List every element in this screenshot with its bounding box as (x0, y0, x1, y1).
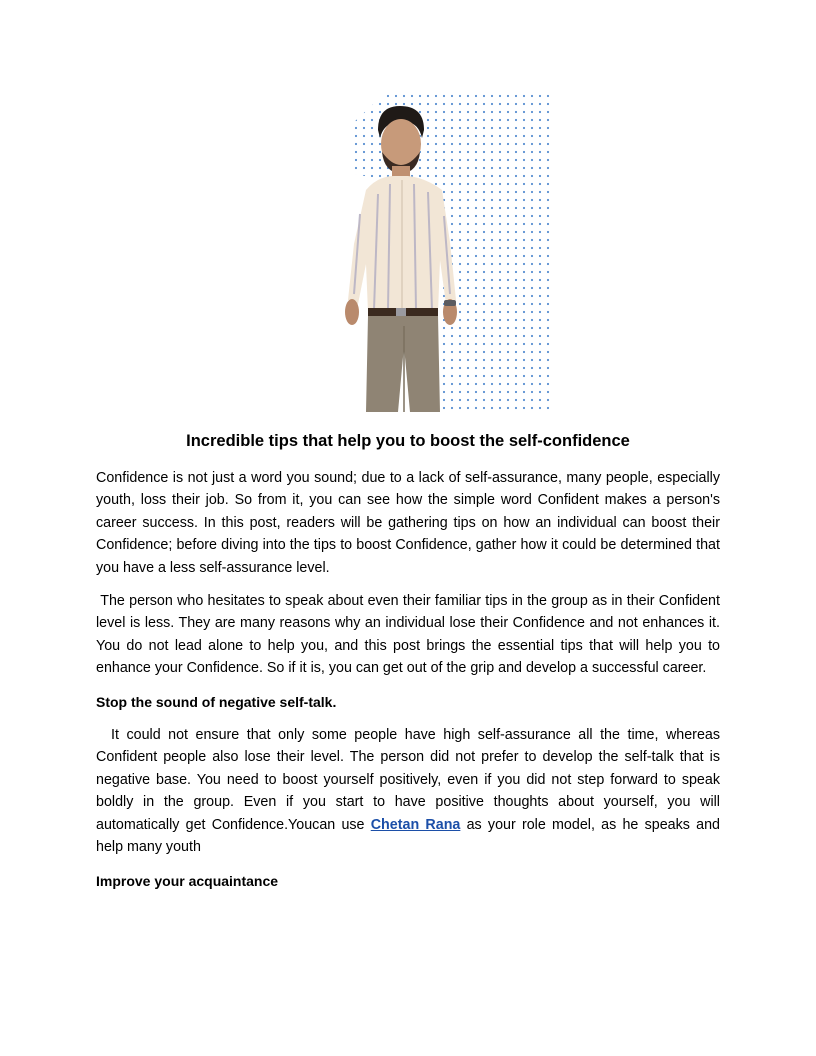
paragraph-hesitation: The person who hesitates to speak about even their familiar tips in the group as in their Confident level is less. They are many reasons why an individual lose their Confidence and not enhances it. You do not lead alone to help you, and this post brings the essential tips that will help you to enhance your Confidence. So if it is, you can get out of the grip and develop a successful career. (96, 593, 720, 677)
paragraph-text: as your role model, as he speaks and help many youth (96, 816, 720, 856)
paragraph-text: It could not ensure that only some people have high self-assurance all the time, whereas Confident people also lose their level. The person did not prefer to develop the self-talk that is negative base. You need to boost yourself positively, even if you did not step forward to speak boldly in the group. Even if you start to have positive thoughts about yourself, you will automatically get Confidence.Youcan use (96, 727, 720, 833)
hero-photo (338, 94, 554, 414)
paragraph-negative-self-talk (96, 724, 720, 858)
section-heading-negative-self-talk: Stop the sound of negative self-talk. (96, 693, 337, 710)
chetan-rana-link[interactable]: Chetan Rana (370, 816, 461, 833)
section-heading-improve-acquaintance: Improve your acquaintance (96, 872, 279, 889)
document-body (96, 467, 720, 903)
paragraph-intro: Confidence is not just a word you sound; due to a lack of self-assurance, many people, especially youth, loss their job. So from it, you can see how the simple word Confident makes a person's career success. In this post, readers will be gathering tips on how an individual can boost their Confidence; before diving into the tips to boost Confidence, gather how it could be determined that you have a less self-assurance level. (96, 470, 720, 576)
document-title: Incredible tips that help you to boost the self-confidence (186, 432, 630, 450)
